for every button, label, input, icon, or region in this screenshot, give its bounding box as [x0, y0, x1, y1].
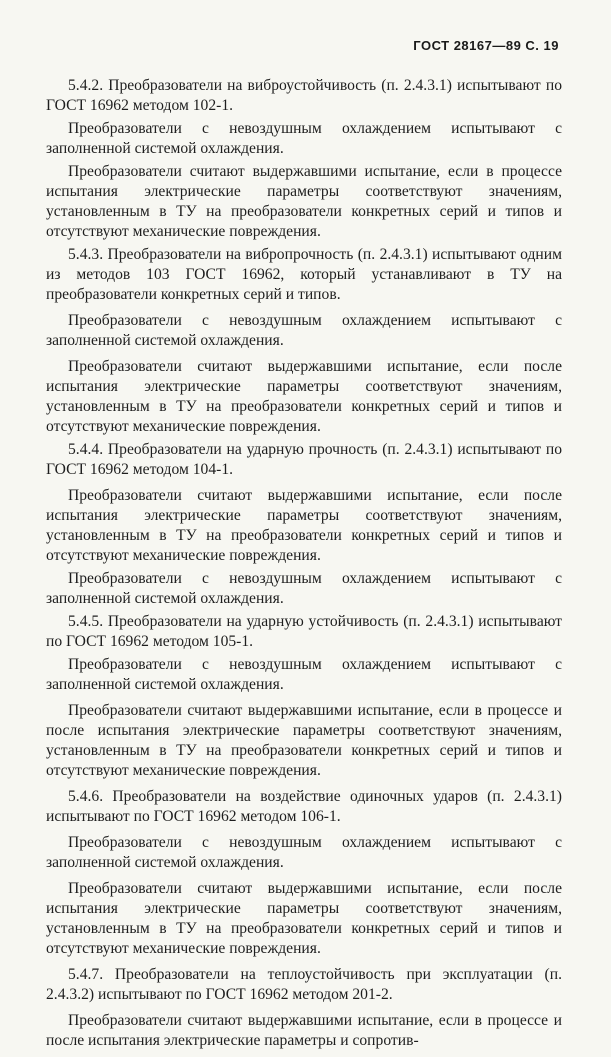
paragraph-5-4-7: 5.4.7. Преобразователи на теплоустойчивость при эксплуатации (п. 2.4.3.2) испытывают по ГОСТ 16962 методом 201-2. [46, 966, 562, 1003]
paragraph: Преобразователи считают выдержавшими испытание, если в процессе испытания электрические параметры соответствуют значениям, установленным в ТУ на преобразователи конкретных серий и типов и отсутствуют механические повреждения. [46, 163, 562, 240]
paragraph-5-4-2: 5.4.2. Преобразователи на виброустойчивость (п. 2.4.3.1) испытывают по ГОСТ 16962 методом 102-1. [46, 77, 562, 114]
paragraph: Преобразователи считают выдержавшими испытание, если после испытания электрические параметры соответствуют значениям, установленным в ТУ на преобразователи конкретных серий и типов и отсутствуют механические повреждения. [46, 880, 562, 957]
paragraph-5-4-4: 5.4.4. Преобразователи на ударную прочность (п. 2.4.3.1) испытывают по ГОСТ 16962 методом 104-1. [46, 441, 562, 478]
paragraph: Преобразователи считают выдержавшими испытание, если после испытания электрические параметры соответствуют значениям, установленным в ТУ на преобразователи конкретных серий и типов и отсутствуют механические повреждения. [46, 358, 562, 435]
paragraph: Преобразователи с невоздушным охлаждением испытывают с заполненной системой охлаждения. [46, 834, 562, 871]
paragraph: Преобразователи с невоздушным охлаждением испытывают с заполненной системой охлаждения. [46, 312, 562, 349]
paragraph-5-4-3: 5.4.3. Преобразователи на вибропрочность (п. 2.4.3.1) испытывают одним из методов 103 ГОСТ 16962, который устанавливают в ТУ на преобразователи конкретных серий и типов. [46, 246, 562, 303]
paragraph: Преобразователи с невоздушным охлаждением испытывают с заполненной системой охлаждения. [46, 120, 562, 157]
paragraph: Преобразователи считают выдержавшими испытание, если в процессе и после испытания электрические параметры и сопротив- [46, 1012, 562, 1049]
paragraph: Преобразователи с невоздушным охлаждением испытывают с заполненной системой охлаждения. [46, 656, 562, 693]
paragraph-5-4-5: 5.4.5. Преобразователи на ударную устойчивость (п. 2.4.3.1) испытывают по ГОСТ 16962 методом 105-1. [46, 613, 562, 650]
paragraph-5-4-6: 5.4.6. Преобразователи на воздействие одиночных ударов (п. 2.4.3.1) испытывают по ГОСТ 16962 методом 106-1. [46, 788, 562, 825]
paragraph: Преобразователи считают выдержавшими испытание, если после испытания электрические параметры соответствуют значениям, установленным в ТУ на преобразователи конкретных серий и типов и отсутствуют механические повреждения. [46, 487, 562, 564]
paragraph: Преобразователи с невоздушным охлаждением испытывают с заполненной системой охлаждения. [46, 570, 562, 607]
paragraph: Преобразователи считают выдержавшими испытание, если в процессе и после испытания электрические параметры соответствуют значениям, установленным в ТУ на преобразователи конкретных серий и типов и отсутствуют механические повреждения. [46, 702, 562, 779]
document-body [46, 76, 562, 1057]
page-header: ГОСТ 28167—89 С. 19 [413, 38, 559, 53]
